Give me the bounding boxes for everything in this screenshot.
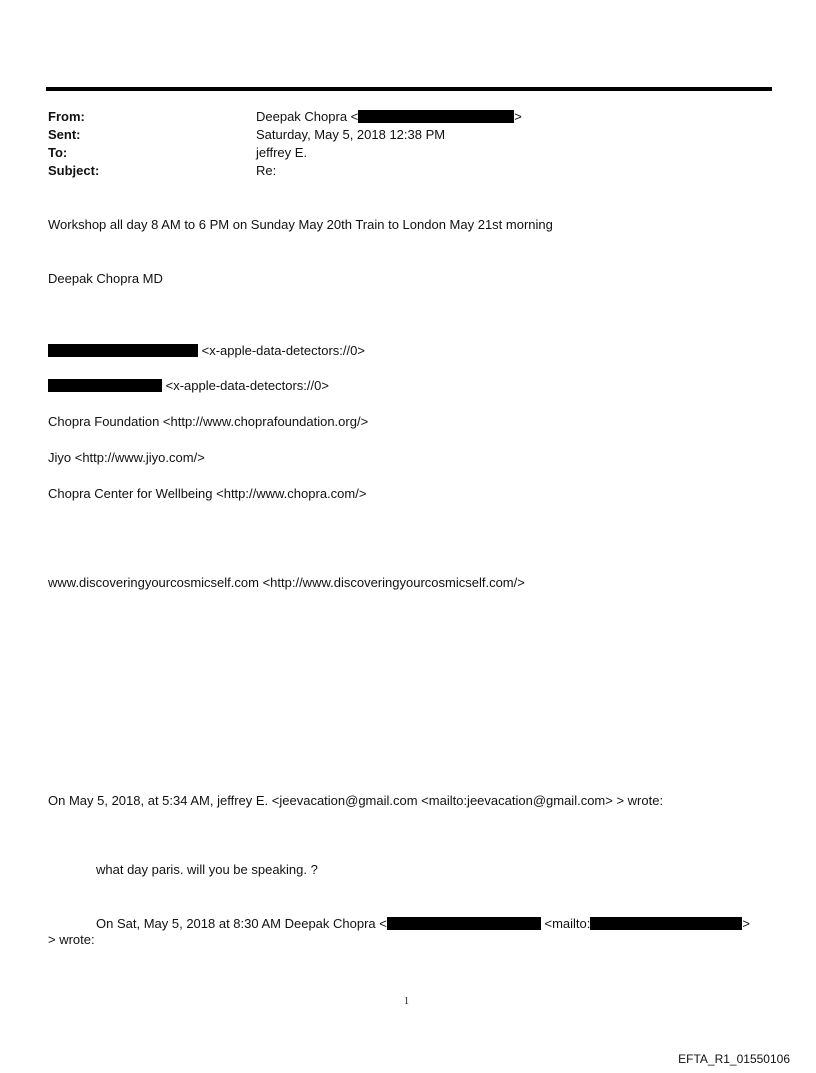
from-label: From: (48, 109, 85, 124)
redacted-phone-2 (48, 379, 162, 392)
quote-header: On May 5, 2018, at 5:34 AM, jeffrey E. <jeevacation@gmail.com <mailto:jeevacation@gmail.com> > wrote: (48, 793, 664, 808)
body-line-schedule: Workshop all day 8 AM to 6 PM on Sunday May 20th Train to London May 21st morning (48, 217, 553, 232)
cosmic-self-link[interactable]: www.discoveringyourcosmicself.com <http://www.discoveringyourcosmicself.com/> (48, 575, 525, 590)
nested-header-a: On Sat, May 5, 2018 at 8:30 AM Deepak Chopra < (96, 916, 387, 931)
to-value: jeffrey E. (256, 145, 308, 160)
nested-header-c: > (742, 916, 750, 931)
redacted-phone-1 (48, 344, 198, 357)
nested-header-b: <mailto: (544, 916, 591, 931)
from-name: Deepak Chopra < (256, 109, 359, 124)
subject-label: Subject: (48, 163, 100, 178)
subject-value: Re: (256, 163, 277, 178)
signature-name: Deepak Chopra MD (48, 271, 163, 286)
redacted-email-3 (590, 917, 742, 930)
redacted-email (358, 110, 514, 123)
sent-label: Sent: (48, 127, 81, 142)
from-close: > (514, 109, 522, 124)
foundation-link[interactable]: Chopra Foundation <http://www.choprafoundation.org/> (48, 414, 369, 429)
quote-text: what day paris. will you be speaking. ? (96, 862, 318, 877)
nested-wrote: > wrote: (48, 932, 95, 947)
chopra-center-link[interactable]: Chopra Center for Wellbeing <http://www.chopra.com/> (48, 486, 367, 501)
document-id: EFTA_R1_01550106 (678, 1052, 790, 1066)
detector-link-2[interactable]: <x-apple-data-detectors://0> (165, 378, 329, 393)
header-rule (46, 87, 772, 91)
sent-value: Saturday, May 5, 2018 12:38 PM (256, 127, 446, 142)
redacted-email-2 (387, 917, 541, 930)
page-number: 1 (404, 996, 409, 1007)
detector-link-1[interactable]: <x-apple-data-detectors://0> (201, 343, 365, 358)
to-label: To: (48, 145, 68, 160)
jiyo-link[interactable]: Jiyo <http://www.jiyo.com/> (48, 450, 205, 465)
from-value (256, 109, 522, 124)
nested-quote-header (96, 916, 750, 931)
detector-line-1 (48, 343, 365, 358)
detector-line-2 (48, 378, 329, 393)
